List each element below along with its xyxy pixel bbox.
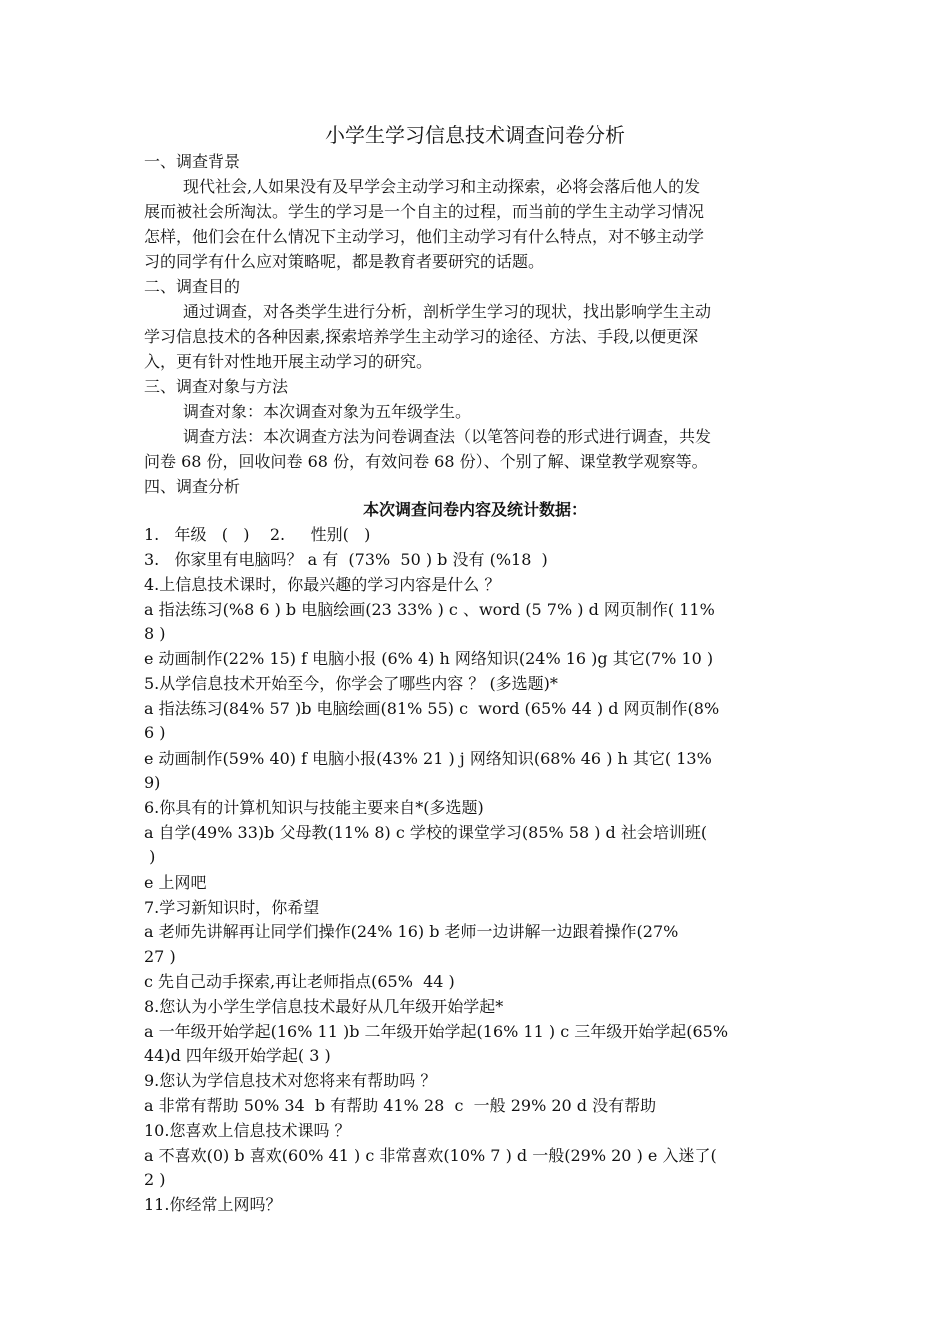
section-heading-purpose: 二、调查目的 <box>144 277 241 296</box>
questionnaire-line: 6 ) <box>144 723 166 742</box>
paragraph-line: 调查对象：本次调查对象为五年级学生。 <box>183 402 472 421</box>
section-heading-subjects-methods: 三、调查对象与方法 <box>144 377 289 396</box>
questionnaire-line: 4.上信息技术课时，你最兴趣的学习内容是什么 ？ <box>144 575 501 594</box>
questionnaire-line: a 老师先讲解再让同学们操作(24% 16) b 老师一边讲解一边跟着操作(27% <box>144 922 679 941</box>
questionnaire-line: a 一年级开始学起(16% 11 )b 二年级开始学起(16% 11 ) c 三年级开始学起(65% <box>144 1022 729 1041</box>
questionnaire-line: a 指法练习(84% 57 )b 电脑绘画(81% 55) c word (65% 44 ) d 网页制作(8% <box>144 699 720 718</box>
questionnaire-line: 11.你经常上网吗？ <box>144 1195 282 1214</box>
questionnaire-line: a 非常有帮助 50% 34 b 有帮助 41% 28 c 一般 29% 20 d 没有帮助 <box>144 1096 657 1115</box>
paragraph-line: 通过调查，对各类学生进行分析，剖析学生学习的现状，找出影响学生主动 <box>183 302 712 321</box>
questionnaire-line: a 自学(49% 33)b 父母教(11% 8) c 学校的课堂学习(85% 58 ) d 社会培训班( <box>144 823 708 842</box>
questionnaire-line: 7.学习新知识时，你希望 <box>144 898 320 917</box>
section-heading-background: 一、调查背景 <box>144 152 241 171</box>
document-title: 小学生学习信息技术调查问卷分析 <box>325 123 625 147</box>
questionnaire-line: 9) <box>144 773 161 792</box>
paragraph-line: 怎样，他们会在什么情况下主动学习，他们主动学习有什么特点，对不够主动学 <box>144 227 705 246</box>
questionnaire-line: ) <box>144 847 156 866</box>
questionnaire-line: 27 ) <box>144 947 176 966</box>
questionnaire-line: 5.从学信息技术开始至今，你学会了哪些内容 ？ (多选题)* <box>144 674 558 693</box>
questionnaire-line: c 先自己动手探索,再让老师指点(65% 44 ) <box>144 972 455 991</box>
questionnaire-line: 2 ) <box>144 1170 166 1189</box>
questionnaire-line: a 指法练习(%8 6 ) b 电脑绘画(23 33% ) c 、word (5 7% ) d 网页制作( 11% <box>144 600 715 619</box>
questionnaire-line: e 动画制作(59% 40) f 电脑小报(43% 21 ) j 网络知识(68% 46 ) h 其它( 13% <box>144 749 712 768</box>
questionnaire-line: 10.您喜欢上信息技术课吗 ？ <box>144 1121 351 1140</box>
paragraph-line: 调查方法：本次调查方法为问卷调查法（以笔答问卷的形式进行调查，共发 <box>183 427 712 446</box>
questionnaire-line: 8 ) <box>144 624 166 643</box>
questionnaire-line: 9.您认为学信息技术对您将来有帮助吗 ？ <box>144 1071 437 1090</box>
questionnaire-line: a 不喜欢(0) b 喜欢(60% 41 ) c 非常喜欢(10% 7 ) d 一般(29% 20 ) e 入迷了( <box>144 1146 717 1165</box>
paragraph-line: 学习信息技术的各种因素,探索培养学生主动学习的途径、方法、手段,以便更深 <box>144 327 699 346</box>
questionnaire-line: e 上网吧 <box>144 873 207 892</box>
questionnaire-line: 8.您认为小学生学信息技术最好从几年级开始学起* <box>144 997 504 1016</box>
paragraph-line: 展而被社会所淘汰。学生的学习是一个自主的过程，而当前的学生主动学习情况 <box>144 202 705 221</box>
questionnaire-line: 1. 年级 ( ) 2. 性别( ) <box>144 525 371 544</box>
questionnaire-subtitle: 本次调查问卷内容及统计数据： <box>362 500 587 519</box>
questionnaire-line: 6.你具有的计算机知识与技能主要来自*(多选题) <box>144 798 484 817</box>
paragraph-line: 问卷 68 份，回收问卷 68 份，有效问卷 68 份）、个别了解、课堂教学观察等。 <box>144 452 708 471</box>
questionnaire-line: 3. 你家里有电脑吗？ a 有 (73% 50 ) b 没有 (%18 ) <box>144 550 548 569</box>
questionnaire-line: 44)d 四年级开始学起( 3 ) <box>144 1046 331 1065</box>
paragraph-line: 现代社会,人如果没有及早学会主动学习和主动探索，必将会落后他人的发 <box>183 177 701 196</box>
paragraph-line: 入，更有针对性地开展主动学习的研究。 <box>144 352 433 371</box>
section-heading-analysis: 四、调查分析 <box>144 477 241 496</box>
questionnaire-line: e 动画制作(22% 15) f 电脑小报 (6% 4) h 网络知识(24% 16 )g 其它(7% 10 ) <box>144 649 714 668</box>
paragraph-line: 习的同学有什么应对策略呢，都是教育者要研究的话题。 <box>144 252 545 271</box>
